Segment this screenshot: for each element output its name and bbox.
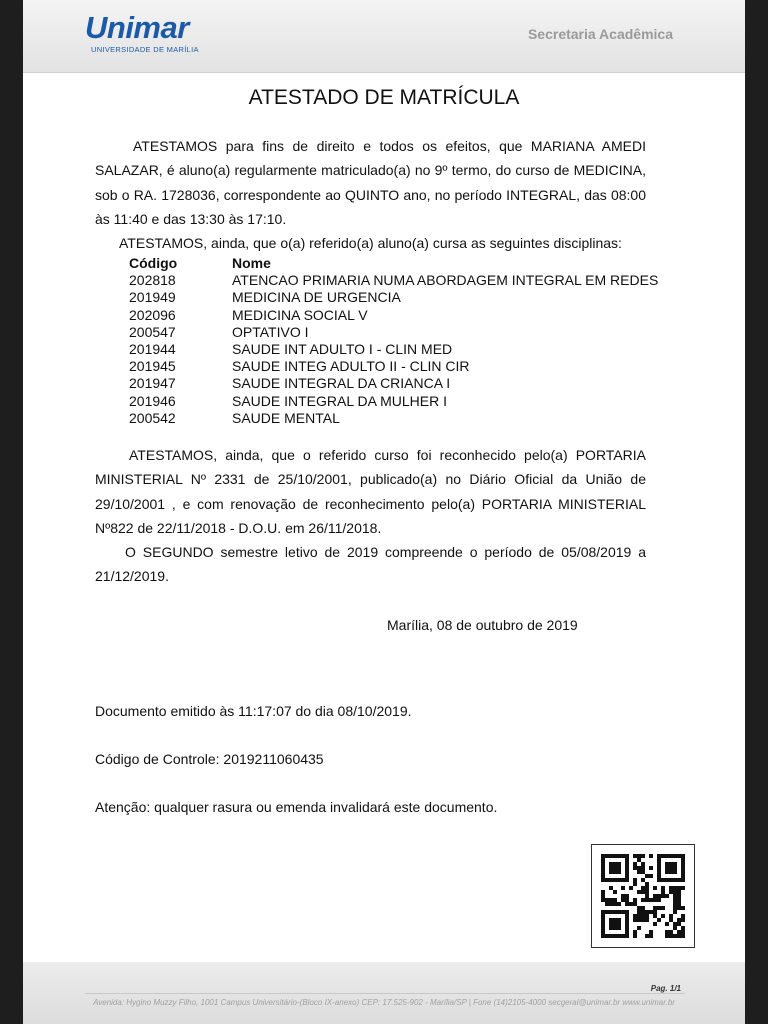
- discipline-code: 201945: [129, 358, 176, 375]
- discipline-name: SAUDE INTEGRAL DA MULHER I: [232, 392, 447, 409]
- discipline-name: OPTATIVO I: [232, 323, 309, 340]
- document-page: [23, 0, 745, 1024]
- name-header: Nome: [232, 255, 271, 271]
- qr-code-icon: [591, 844, 695, 948]
- enrollment-rest: SALAZAR, é aluno(a) regularmente matriculado(a) no 9º termo, do curso de MEDICINA, sob o RA. 1728036, correspondente ao QUINTO ano, no período INTEGRAL, das 08:00 às 11:40 e das 13:30 às 17:10.: [95, 162, 646, 227]
- enrollment-paragraph: [95, 134, 646, 231]
- discipline-code: 201947: [129, 375, 176, 392]
- logo-wordmark: Unimar: [85, 10, 189, 45]
- disciplines-header: [129, 255, 658, 272]
- qr-pattern: [601, 854, 685, 938]
- discipline-row: [129, 324, 658, 341]
- discipline-code: 200547: [129, 323, 176, 340]
- discipline-row: [129, 289, 658, 306]
- page-header: [23, 0, 745, 73]
- logo-subtitle: UNIVERSIDADE DE MARÍLIA: [91, 45, 199, 54]
- code-header: Código: [129, 255, 178, 271]
- page-footer: [23, 962, 745, 1024]
- discipline-row: [129, 410, 658, 427]
- discipline-name: SAUDE INTEG ADULTO II - CLIN CIR: [232, 358, 470, 375]
- semester-paragraph: O SEGUNDO semestre letivo de 2019 compreende o período de 05/08/2019 a 21/12/2019.: [95, 544, 646, 585]
- discipline-name: SAUDE INT ADULTO I - CLIN MED: [232, 341, 453, 358]
- discipline-code: 201944: [129, 341, 176, 358]
- discipline-name: SAUDE MENTAL: [232, 409, 340, 426]
- discipline-code: 202096: [129, 306, 176, 323]
- discipline-name: MEDICINA SOCIAL V: [232, 306, 368, 323]
- validity-warning: Atenção: qualquer rasura ou emenda invalidará este documento.: [95, 799, 498, 815]
- page-number: Pag. 1/1: [650, 984, 681, 993]
- discipline-row: [129, 358, 658, 375]
- discipline-row: [129, 341, 658, 358]
- discipline-row: [129, 393, 658, 410]
- unimar-logo: [85, 10, 215, 58]
- discipline-code: 201946: [129, 392, 176, 409]
- footer-address: Avenida: Hygino Muzzy Filho, 1001 Campus Universitário-(Bloco IX-anexo) CEP: 17.525-902 - Marília/SP | Fone (14)2105-4000 secgeral@unimar.br www.unimar.br: [93, 998, 675, 1007]
- footer-divider: [85, 993, 685, 994]
- discipline-name: MEDICINA DE URGENCIA: [232, 289, 401, 306]
- discipline-row: [129, 272, 658, 289]
- discipline-code: 201949: [129, 289, 176, 306]
- emission-info: Documento emitido às 11:17:07 do dia 08/10/2019.: [95, 703, 412, 719]
- place-date: Marília, 08 de outubro de 2019: [387, 617, 578, 633]
- disciplines-rows: [129, 272, 658, 427]
- discipline-name: SAUDE INTEGRAL DA CRIANCA I: [232, 375, 451, 392]
- recognition-paragraph: ATESTAMOS, ainda, que o referido curso foi reconhecido pelo(a) PORTARIA MINISTERIAL Nº 2331 de 25/10/2001, publicado(a) no Diário Oficial da União de 29/10/2001 , e com renovação de reconhecimento pelo(a) PORTARIA MINISTERIAL Nº822 de 22/11/2018 - D.O.U. em 26/11/2018.: [95, 447, 646, 536]
- discipline-row: [129, 307, 658, 324]
- discipline-row: [129, 375, 658, 392]
- enrollment-first-line: ATESTAMOS para fins de direito e todos os efeitos, que MARIANA AMEDI: [133, 138, 646, 154]
- page-title: ATESTADO DE MATRÍCULA: [248, 86, 520, 109]
- department-title: Secretaria Acadêmica: [527, 26, 673, 42]
- discipline-code: 202818: [129, 272, 176, 289]
- control-code: Código de Controle: 2019211060435: [95, 751, 324, 767]
- disciplines-intro: ATESTAMOS, ainda, que o(a) referido(a) aluno(a) cursa as seguintes disciplinas:: [119, 235, 622, 251]
- disciplines-table: [129, 255, 658, 427]
- discipline-code: 200542: [129, 409, 176, 426]
- discipline-name: ATENCAO PRIMARIA NUMA ABORDAGEM INTEGRAL EM REDES: [232, 272, 659, 289]
